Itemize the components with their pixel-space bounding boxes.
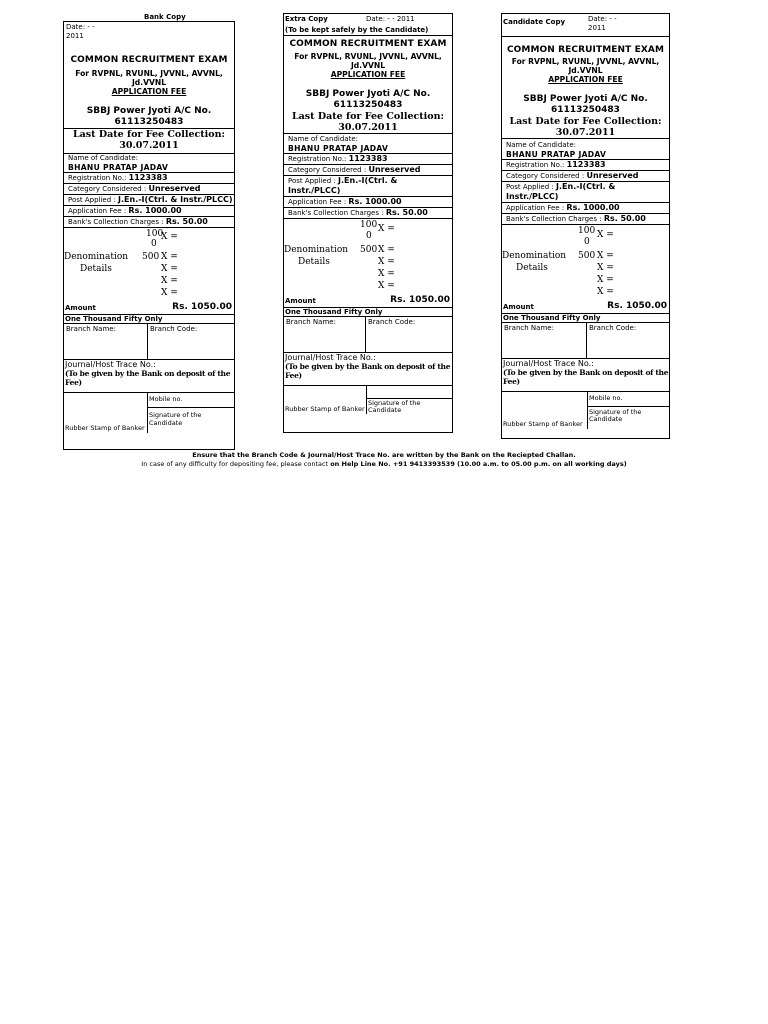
denomination-label: Denomination bbox=[284, 245, 349, 255]
branch-code-field[interactable]: Branch Code: bbox=[589, 324, 637, 332]
branch-name-field[interactable]: Branch Name: bbox=[64, 324, 148, 359]
footer-helpline bbox=[0, 460, 768, 468]
organisations: For RVPNL, RVUNL, JVVNL, AVVNL, Jd.VVNL bbox=[75, 69, 223, 87]
fee-value: Rs. 1000.00 bbox=[566, 203, 620, 212]
fee-value: Rs. 1000.00 bbox=[128, 206, 182, 215]
category-row: Category Considered : Unreserved bbox=[502, 170, 669, 181]
helpline-intro: In case of any difficulty for depositing fee, please contact bbox=[141, 460, 331, 468]
bank-copy-challan bbox=[63, 21, 235, 450]
charges-value: Rs. 50.00 bbox=[603, 214, 646, 223]
organisations: For RVPNL, RVUNL, JVVNL, AVVNL, Jd.VVNL bbox=[294, 52, 442, 70]
branch-name-field[interactable]: Branch Name: bbox=[502, 323, 587, 358]
mobile-field[interactable]: Mobile no. bbox=[148, 393, 234, 408]
signature-field[interactable]: Signature of the Candidate bbox=[589, 408, 642, 423]
charges-value: Rs. 50.00 bbox=[165, 217, 208, 226]
charges-value: Rs. 50.00 bbox=[385, 208, 428, 217]
mobile-field[interactable] bbox=[367, 386, 452, 399]
signature-block bbox=[502, 391, 669, 429]
category-value: Unreserved bbox=[586, 171, 639, 180]
registration-number: 1123383 bbox=[348, 154, 388, 163]
denomination-label: Denomination bbox=[502, 251, 567, 261]
fee-row: Application Fee : Rs. 1000.00 bbox=[284, 196, 452, 207]
branch-name-field[interactable]: Branch Name: bbox=[284, 317, 366, 352]
exam-title: COMMON RECRUITMENT EXAM bbox=[70, 55, 228, 65]
last-date: 30.07.2011 bbox=[119, 140, 179, 151]
candidate-name-label: Name of Candidate: bbox=[288, 135, 358, 143]
denomination-block: 100 0 X = Denomination 500 X = Details X = X = X = bbox=[502, 226, 614, 297]
account-label: SBBJ Power Jyoti A/C No. bbox=[305, 89, 431, 99]
signature-field[interactable]: Signature of the Candidate bbox=[368, 399, 421, 414]
footer-instruction: Ensure that the Branch Code & Journal/Host Trace No. are written by the Bank on the Reciepted Challan. bbox=[192, 451, 576, 459]
signature-block bbox=[64, 392, 234, 433]
candidate-name-label: Name of Candidate: bbox=[64, 153, 234, 163]
denomination-label: Denomination bbox=[64, 252, 129, 262]
fee-value: Rs. 1000.00 bbox=[348, 197, 402, 206]
amount-in-words: One Thousand Fifty Only bbox=[64, 315, 234, 324]
journal-field[interactable]: Journal/Host Trace No.: (To be given by the Bank on deposit of the Fee) bbox=[503, 359, 669, 386]
date-year: 2011 bbox=[66, 32, 84, 40]
amount-value: Rs. 1050.00 bbox=[607, 301, 667, 311]
registration-number: 1123383 bbox=[566, 160, 606, 169]
category-row: Category Considered : Unreserved bbox=[284, 164, 452, 175]
last-date-label: Last Date for Fee Collection: bbox=[64, 128, 234, 140]
candidate-copy-title: Candidate Copy bbox=[503, 18, 566, 26]
exam-title: COMMON RECRUITMENT EXAM bbox=[506, 45, 665, 55]
date-year: 2011 bbox=[588, 24, 606, 32]
fee-row: Application Fee : Rs. 1000.00 bbox=[502, 202, 669, 213]
branch-row bbox=[284, 317, 452, 353]
last-date: 30.07.2011 bbox=[502, 127, 669, 139]
amount-row: Amount Rs. 1050.00 bbox=[64, 300, 234, 315]
signature-block bbox=[284, 385, 452, 413]
amount-value: Rs. 1050.00 bbox=[390, 295, 450, 305]
registration-number: 1123383 bbox=[128, 173, 168, 182]
fee-row: Application Fee : Rs. 1000.00 bbox=[64, 205, 234, 216]
extra-copy-challan bbox=[283, 13, 453, 433]
registration-row: Registration No.: 1123383 bbox=[284, 153, 452, 164]
challan-header bbox=[64, 21, 234, 43]
denomination-block: 100 0 X = Denomination 500 X = Details X = X = X = bbox=[64, 227, 234, 300]
stamp-label: Rubber Stamp of Banker bbox=[65, 424, 145, 432]
branch-code-field[interactable]: Branch Code: bbox=[150, 325, 198, 333]
fee-title: APPLICATION FEE bbox=[330, 70, 406, 79]
amount-row: Amount Rs. 1050.00 bbox=[284, 293, 452, 308]
last-date: 30.07.2011 bbox=[284, 122, 452, 134]
signature-field[interactable]: Signature of the Candidate bbox=[149, 411, 202, 427]
account-number: 61113250483 bbox=[333, 100, 403, 110]
bank-copy-label: Bank Copy bbox=[144, 13, 186, 21]
stamp-label: Rubber Stamp of Banker bbox=[285, 405, 365, 413]
post-row: Post Applied : J.En.-I(Ctrl. & Instr./PLCC) bbox=[284, 175, 452, 196]
fee-title: APPLICATION FEE bbox=[548, 75, 623, 84]
mobile-field[interactable]: Mobile no. bbox=[588, 392, 669, 407]
post-value: J.En.-I(Ctrl. & Instr./PLCC) bbox=[288, 176, 398, 195]
organisations: For RVPNL, RVUNL, JVVNL, AVVNL, Jd.VVNL bbox=[511, 57, 660, 75]
candidate-name-label: Name of Candidate: bbox=[506, 141, 576, 149]
charges-row: Bank's Collection Charges : Rs. 50.00 bbox=[502, 213, 669, 225]
post-value: J.En.-I(Ctrl. & Instr./PLCC) bbox=[506, 182, 616, 201]
candidate-name: BHANU PRATAP JADAV bbox=[288, 144, 389, 153]
date-field: Date: - - bbox=[66, 23, 95, 31]
branch-code-field[interactable]: Branch Code: bbox=[368, 318, 416, 326]
charges-row: Bank's Collection Charges : Rs. 50.00 bbox=[64, 216, 234, 227]
registration-row: Registration No.: 1123383 bbox=[64, 172, 234, 183]
post-row: Post Applied : J.En.-I(Ctrl. & Instr./PLCC) bbox=[502, 181, 669, 202]
registration-row: Registration No.: 1123383 bbox=[502, 159, 669, 170]
category-row: Category Considered : Unreserved bbox=[64, 183, 234, 194]
branch-row bbox=[502, 323, 669, 359]
post-value: J.En.-I(Ctrl. & Instr./PLCC) bbox=[118, 195, 233, 204]
account-label: SBBJ Power Jyoti A/C No. bbox=[86, 106, 212, 116]
stamp-label: Rubber Stamp of Banker bbox=[503, 420, 583, 428]
fee-title: APPLICATION FEE bbox=[111, 87, 187, 96]
amount-row: Amount Rs. 1050.00 bbox=[502, 299, 669, 314]
candidate-copy-challan bbox=[501, 13, 670, 439]
candidate-name: BHANU PRATAP JADAV bbox=[68, 163, 169, 172]
amount-value: Rs. 1050.00 bbox=[172, 302, 232, 312]
amount-in-words: One Thousand Fifty Only bbox=[502, 314, 669, 323]
last-date-label: Last Date for Fee Collection: bbox=[291, 111, 445, 122]
account-label: SBBJ Power Jyoti A/C No. bbox=[523, 94, 648, 104]
extra-copy-note: (To be kept safely by the Candidate) bbox=[284, 25, 452, 36]
exam-title: COMMON RECRUITMENT EXAM bbox=[289, 39, 447, 49]
category-value: Unreserved bbox=[368, 165, 421, 174]
account-number: 61113250483 bbox=[551, 105, 620, 115]
helpline-number: on Help Line No. +91 9413393539 (10.00 a.m. to 05.00 p.m. on all working days) bbox=[330, 460, 627, 468]
amount-in-words: One Thousand Fifty Only bbox=[284, 308, 452, 317]
journal-field[interactable]: Journal/Host Trace No.: (To be given by the Bank on deposit of the Fee) bbox=[285, 353, 451, 380]
last-date-label: Last Date for Fee Collection: bbox=[509, 116, 662, 127]
denomination-block: 100 0 X = Denomination 500 X = Details X = X = X = bbox=[284, 220, 395, 291]
charges-row: Bank's Collection Charges : Rs. 50.00 bbox=[284, 207, 452, 219]
account-number: 61113250483 bbox=[114, 117, 184, 127]
category-value: Unreserved bbox=[148, 184, 201, 193]
post-row: Post Applied : J.En.-I(Ctrl. & Instr./PLCC) bbox=[64, 194, 234, 205]
branch-row bbox=[64, 324, 234, 360]
candidate-name: BHANU PRATAP JADAV bbox=[506, 150, 607, 159]
date-field: Date: - - bbox=[588, 15, 617, 23]
date-field: Date: - - 2011 bbox=[366, 15, 415, 23]
extra-copy-title: Extra Copy bbox=[285, 15, 328, 23]
journal-field[interactable]: Journal/Host Trace No.: (To be given by the Bank on deposit of the Fee) bbox=[65, 360, 231, 387]
